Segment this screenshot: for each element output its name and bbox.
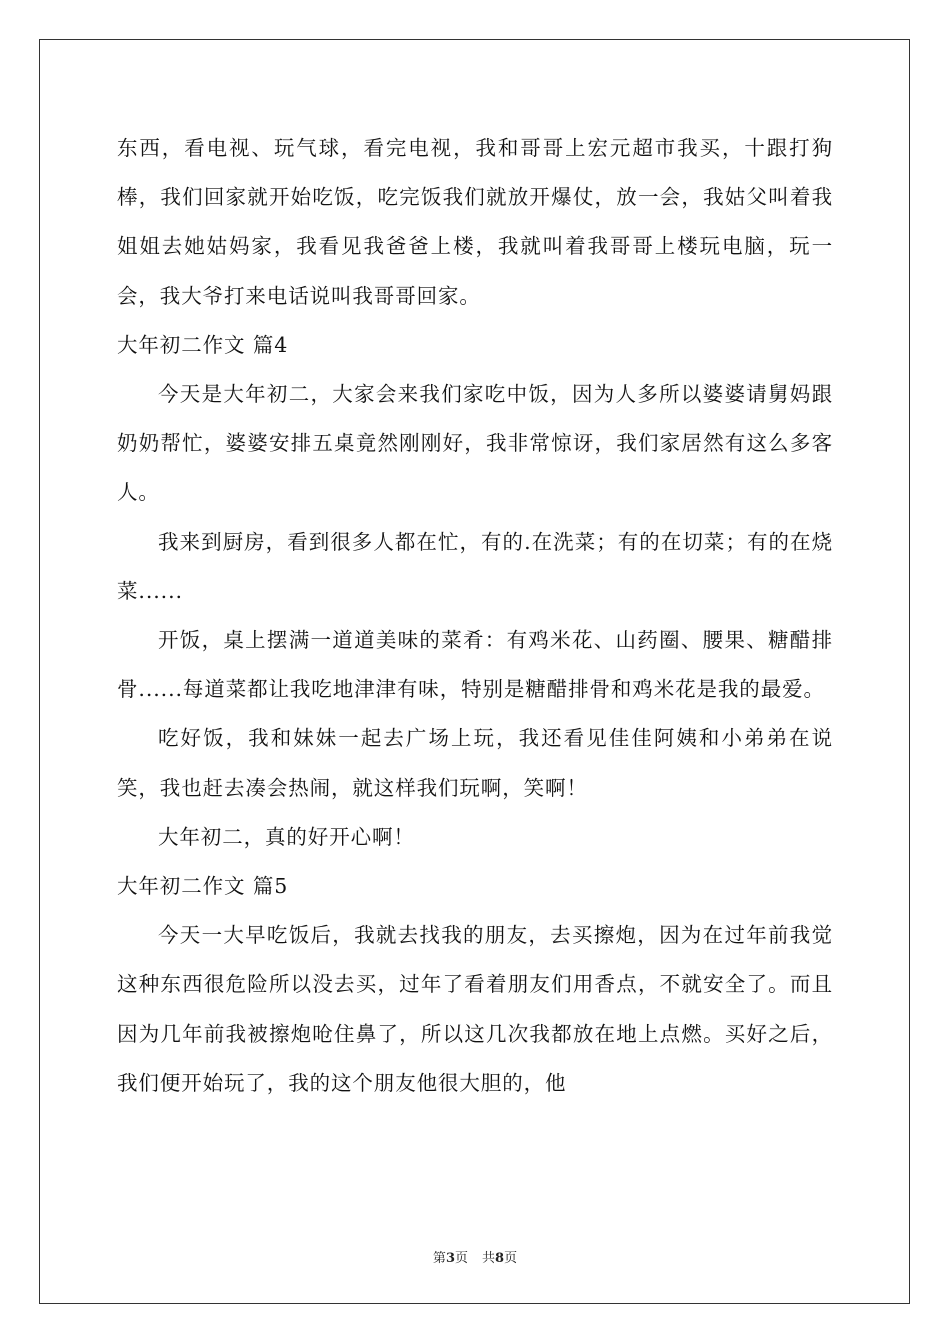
paragraph: 今天是大年初二，大家会来我们家吃中饭，因为人多所以婆婆请舅妈跟奶奶帮忙，婆婆安排五桌竟然刚刚好，我非常惊讶，我们家居然有这么多客人。	[117, 382, 833, 505]
page-total: 共8页	[482, 1251, 518, 1266]
page-footer	[0, 1247, 950, 1266]
paragraph: 吃好饭，我和妹妹一起去广场上玩，我还看见佳佳阿姨和小弟弟在说笑，我也赶去凑会热闹，就这样我们玩啊，笑啊！	[117, 726, 833, 800]
section-heading-4: 大年初二作文 篇4	[117, 332, 289, 357]
page-number: 第3页	[432, 1251, 468, 1266]
paragraph: 今天一大早吃饭后，我就去找我的朋友，去买擦炮，因为在过年前我觉这种东西很危险所以没去买，过年了看着朋友们用香点，不就安全了。而且因为几年前我被擦炮呛住鼻了，所以这几次我都放在地上点燃。买好之后，我们便开始玩了，我的这个朋友他很大胆的，他	[117, 923, 833, 1095]
paragraph-continued: 东西，看电视、玩气球，看完电视，我和哥哥上宏元超市我买，十跟打狗棒，我们回家就开始吃饭，吃完饭我们就放开爆仗，放一会，我姑父叫着我姐姐去她姑妈家，我看见我爸爸上楼，我就叫着我哥哥上楼玩电脑，玩一会，我大爷打来电话说叫我哥哥回家。	[117, 136, 833, 308]
document-body	[117, 124, 833, 1108]
paragraph: 开饭，桌上摆满一道道美味的菜肴：有鸡米花、山药圈、腰果、糖醋排骨......每道菜都让我吃地津津有味，特别是糖醋排骨和鸡米花是我的最爱。	[117, 628, 833, 702]
paragraph: 大年初二，真的好开心啊！	[158, 824, 415, 849]
paragraph: 我来到厨房，看到很多人都在忙，有的.在洗菜；有的在切菜；有的在烧菜......	[117, 529, 833, 603]
section-heading-5: 大年初二作文 篇5	[117, 874, 289, 899]
